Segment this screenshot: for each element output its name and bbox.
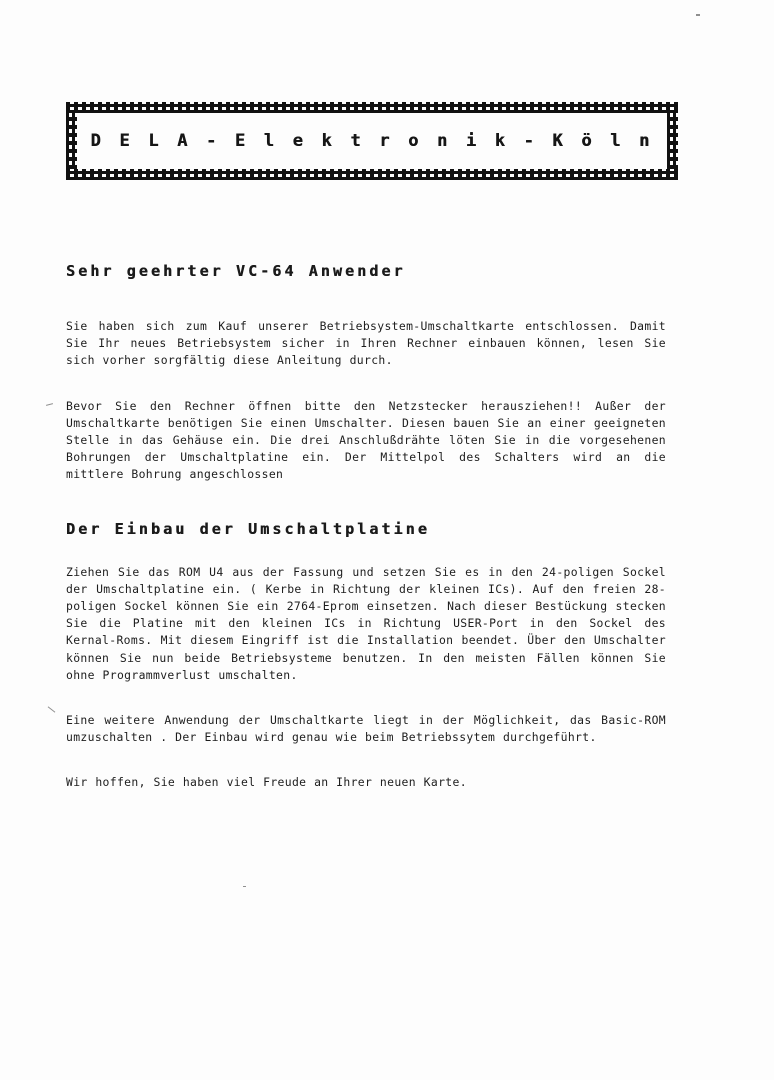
document-body: [66, 262, 666, 792]
intro-paragraph-2: Bevor Sie den Rechner öffnen bitte den Netzstecker herausziehen!! Außer der Umschaltkarte benötigen Sie einen Umschalter. Diesen bauen Sie an einer geeigneten Stelle in das Gehäuse ein. Die drei Anschlußdrähte löten Sie in die vorgesehenen Bohrungen der Umschaltplatine ein. Der Mittelpol des Schalters wird an die mittlere Bohrung angeschlossen: [66, 398, 666, 482]
scan-speck: [696, 14, 700, 16]
scan-speck: [243, 886, 246, 887]
header-banner: [66, 102, 678, 180]
intro-paragraph-1: Sie haben sich zum Kauf unserer Betriebsystem-Umschaltkarte entschlossen. Damit Sie Ihr neues Betriebsystem sicher in Ihren Rechner einbauen können, lesen Sie sich vorher sorgfältig diese Anleitung durch.: [66, 319, 666, 368]
installation-paragraph-1: Ziehen Sie das ROM U4 aus der Fassung und setzen Sie es in den 24-poligen Sockel der Umschaltplatine ein. ( Kerbe in Richtung der kleinen ICs). Auf den freien 28-poligen Sockel können Sie ein 2764-Eprom einsetzen. Nach dieser Bestückung stecken Sie die Platine mit den kleinen ICs in Richtung USER-Port in den Sockel des Kernal-Roms. Mit diesem Eingriff ist die Installation beendet. Über den Umschalter können Sie nun beide Betriebsysteme benutzen. In den meisten Fällen können Sie ohne Programmverlust umschalten.: [66, 564, 666, 682]
banner-border-right: [667, 113, 678, 169]
company-title: D E L A - E l e k t r o n i k - K ö l n: [90, 131, 654, 151]
banner-border-left: [66, 113, 77, 169]
scan-speck: [46, 403, 53, 406]
closing-paragraph: Wir hoffen, Sie haben viel Freude an Ihrer neuen Karte.: [66, 775, 467, 790]
section-heading-installation: Der Einbau der Umschaltplatine: [66, 519, 430, 538]
salutation: Sehr geehrter VC-64 Anwender: [66, 262, 406, 280]
banner-border-bottom: [66, 169, 678, 180]
banner-border-top: [66, 102, 678, 113]
installation-paragraph-2: Eine weitere Anwendung der Umschaltkarte liegt in der Möglichkeit, das Basic-ROM umzuschalten . Der Einbau wird genau wie beim Betriebssytem durchgeführt.: [66, 713, 666, 745]
scan-speck: [48, 706, 56, 712]
